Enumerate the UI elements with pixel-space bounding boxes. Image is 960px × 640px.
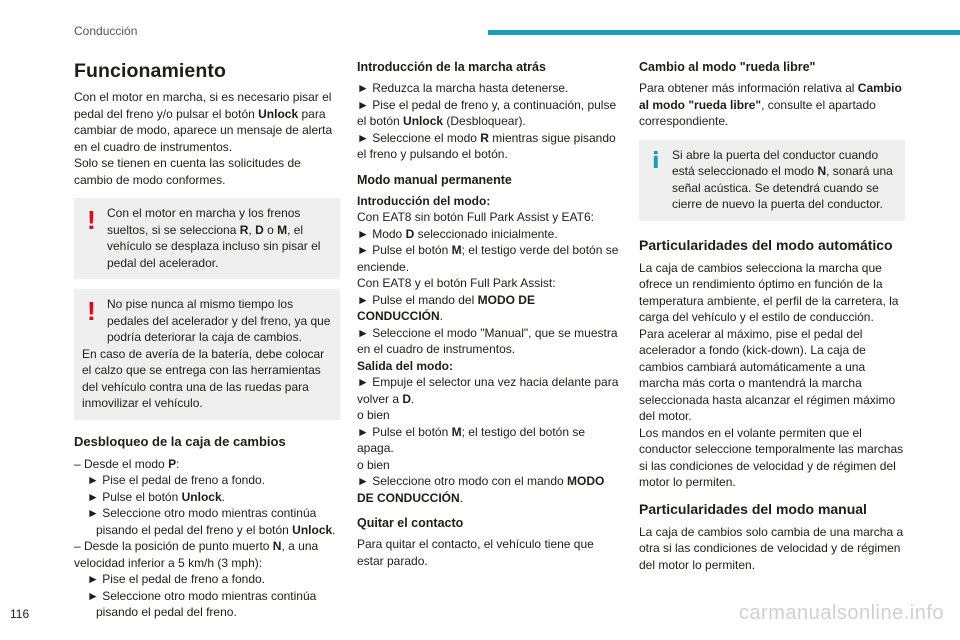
- info-text: Si abre la puerta del conductor cuando está seleccionado el modo N, sonará una señal acústica. Se detendrá cuando se cierre de nuevo la puerta del conductor.: [672, 147, 893, 211]
- title-manual-permanent: Modo manual permanente: [357, 172, 512, 187]
- manual-6: ► Seleccione el modo "Manual", que se muestra en el cuadro de instrumentos.: [357, 325, 618, 356]
- unlock-b1: ► Pise el pedal de freno a fondo.: [87, 572, 265, 586]
- unlock-b: – Desde la posición de punto muerto N, a una velocidad inferior a 5 km/h (3 mph):: [74, 539, 319, 570]
- intro-mode-label: Introducción del modo:: [357, 193, 491, 208]
- intro-paragraph: Con el motor en marcha, si es necesario pisar el pedal del freno y/o pulsar el botón Unlock para cambiar de modo, aparece un mensaje de alerta en el cuadro de instrumentos.: [74, 90, 333, 154]
- warning-icon: !: [87, 205, 96, 235]
- header-section: Conducción: [74, 24, 138, 38]
- warning-text-2a: No pise nunca al mismo tiempo los pedales del acelerador y del freno, ya que podría deteriorar la caja de cambios.: [107, 297, 331, 344]
- info-icon: i: [652, 148, 660, 174]
- title-auto-mode: Particularidades del modo automático: [639, 236, 893, 253]
- manual-4: Con EAT8 y el botón Full Park Assist:: [357, 276, 556, 290]
- title-reverse: Introducción de la marcha atrás: [357, 60, 546, 74]
- column-1: [74, 54, 340, 621]
- header-bar: [488, 30, 960, 35]
- info-note: [639, 140, 905, 221]
- title-free-wheel: Cambio al modo "rueda libre": [639, 60, 816, 74]
- warning-icon: !: [87, 296, 96, 326]
- page-number: 116: [10, 607, 30, 621]
- or-1: o bien: [357, 408, 390, 422]
- column-3: [639, 54, 905, 573]
- title-funcionamiento: Funcionamiento: [74, 60, 226, 82]
- unlock-a2: ► Pulse el botón Unlock.: [87, 489, 225, 504]
- ignition-text: Para quitar el contacto, el vehículo tiene que estar parado.: [357, 537, 594, 568]
- exit-1: ► Empuje el selector una vez hacia delante para volver a D.: [357, 375, 619, 406]
- manual-1: Con EAT8 sin botón Full Park Assist y EAT6:: [357, 210, 594, 224]
- manual-2: ► Modo D seleccionado inicialmente.: [357, 226, 558, 241]
- watermark: carmanualsonline.info: [738, 602, 944, 624]
- unlock-a1: ► Pise el pedal de freno a fondo.: [87, 473, 265, 487]
- unlock-a3: ► Seleccione otro modo mientras continúa pisando el pedal del freno y el botón Unlock.: [87, 506, 336, 537]
- title-unlock: Desbloqueo de la caja de cambios: [74, 433, 286, 449]
- column-2: [357, 54, 623, 569]
- reverse-3: ► Seleccione el modo R mientras sigue pisando el freno y pulsando el botón.: [357, 130, 616, 161]
- unlock-a: – Desde el modo P:: [74, 456, 180, 471]
- auto-2: Para acelerar al máximo, pise el pedal del acelerador a fondo (kick-down). La caja de cambios cambiará automáticamente a una marcha más corta o mantendrá la marcha seleccionada hasta alcanzar el régimen máximo del motor.: [639, 326, 896, 423]
- reverse-1: ► Reduzca la marcha hasta detenerse.: [357, 81, 569, 95]
- manual-5: ► Pulse el mando del MODO DE CONDUCCIÓN.: [357, 292, 535, 323]
- title-manual-mode: Particularidades del modo manual: [639, 500, 867, 517]
- or-2: o bien: [357, 457, 390, 472]
- exit-3: ► Seleccione otro modo con el mando MODO DE CONDUCCIÓN.: [357, 474, 605, 505]
- warning-text-2b: En caso de avería de la batería, debe colocar el calzo que se entrega con las herramientas del vehículo contra una de las ruedas para inmovilizar el vehículo.: [82, 346, 325, 410]
- intro-paragraph-2: Solo se tienen en cuenta las solicitudes de cambio de modo conformes.: [74, 156, 301, 187]
- warning-note-2: [74, 289, 340, 420]
- unlock-b2: ► Seleccione otro modo mientras continúa pisando el pedal del freno.: [87, 588, 317, 619]
- reverse-2: ► Pise el pedal de freno y, a continuación, pulse el botón Unlock (Desbloquear).: [357, 97, 617, 128]
- title-ignition: Quitar el contacto: [357, 516, 464, 530]
- exit-mode-label: Salida del modo:: [357, 358, 454, 373]
- exit-2: ► Pulse el botón M; el testigo del botón se apaga.: [357, 424, 586, 455]
- auto-3: Los mandos en el volante permiten que el conductor seleccione temporalmente las marchas si las condiciones de velocidad y de régimen del motor lo permiten.: [639, 425, 904, 489]
- manual-mode-text: La caja de cambios solo cambia de una marcha a otra si las condiciones de velocidad y de régimen del motor lo permiten.: [639, 524, 904, 572]
- manual-3: ► Pulse el botón M; el testigo verde del botón se enciende.: [357, 243, 619, 274]
- warning-note-1: [74, 198, 340, 279]
- free-wheel-text: Para obtener más información relativa al Cambio al modo "rueda libre", consulte el apartado correspondiente.: [639, 81, 902, 128]
- auto-1: La caja de cambios selecciona la marcha que ofrece un rendimiento óptimo en función de la temperatura ambiente, el perfil de la carretera, la carga del vehículo y el estilo de conducción.: [639, 260, 899, 324]
- warning-text-1: Con el motor en marcha y los frenos sueltos, si se selecciona R, D o M, el vehículo se desplaza incluso sin pisar el pedal del acelerador.: [107, 206, 321, 270]
